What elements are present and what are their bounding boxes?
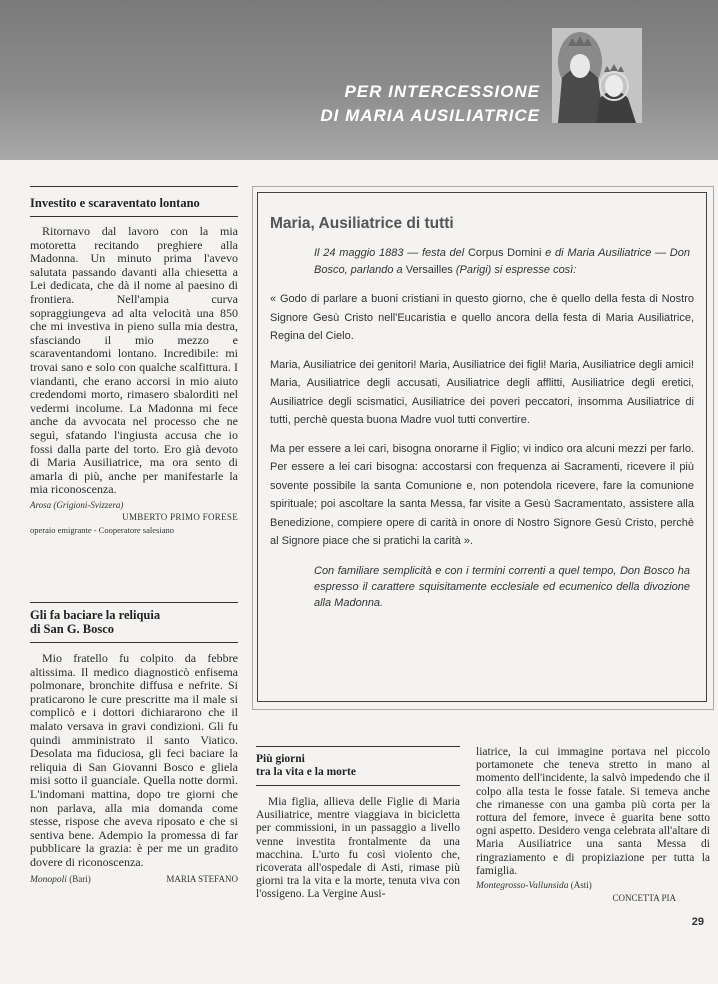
article-reliquia (30, 602, 238, 885)
article-piu-giorni-col2 (476, 746, 710, 903)
article-investito (30, 186, 238, 535)
box-closing: Con familiare semplicità e con i termini correnti a quel tempo, Don Bosco ha espresso il carattere squisitamente ecclesiale ed ecumenico della divozione alla Madonna. (314, 564, 690, 609)
box-intro: Il 24 maggio 1883 — festa del Corpus Domini e di Maria Ausiliatrice — Don Bosco, parlando a Versailles (Parigi) si espresse così: (314, 247, 690, 276)
page-number: 29 (691, 916, 704, 928)
divider (30, 216, 238, 217)
article-author: CONCETTA PIA (612, 893, 676, 904)
article-place-detail: (Asti) (570, 880, 592, 891)
boxed-article (257, 192, 707, 702)
corpus-domini-text: Corpus Domini (467, 247, 542, 259)
article-place: Monopoli (30, 874, 67, 885)
article-signature (30, 874, 238, 885)
article-body-col2: liatrice, la cui immagine portava nel piccolo portamonete che teneva stretto in mano al momento dell'incidente, la salvò impedendo che il colpo alla testa le fosse fatale. Si temeva anche che rimanesse con una gamba più corta per la rottura del femore, invece è guarita bene sotto ogni aspetto. Desidero venga celebrata all'altare di Maria Ausiliatrice una santa Messa di ringraziamento e di propiziazione per tutta la famiglia. (476, 746, 710, 877)
divider (30, 602, 238, 603)
article-body: Ritornavo dal lavoro con la mia motoretta recitando preghiere alla Madonna. Un minuto prima l'avevo salutata passando davanti alla chiesetta a Lei dedicata, che dà il nome al paesino di frontiera. Nell'ampia curva sopraggiungeva ad alta velocità una 850 che mi investiva in pieno sulla mia destra, sfasciando il mio mezzo e scaraventandomi lontano. Incredibile: mi trovai sano e solo con qualche scalfittura. I viandanti, che erano accorsi in mio aiuto credendomi morto, rimasero sbalorditi nel vedermi incolume. La Madonna mi fece anche da avvocata nel processo che ne seguì, sfatando l'ingiusta accusa che io fossi dalla parte del torto. Ero già devoto di Maria Ausiliatrice, ma ora sento di amarla di più, anche per manifestarle la mia riconoscenza. (30, 224, 238, 497)
article-body: Mio fratello fu colpito da febbre altissima. Il medico diagnosticò enfisema polmonare, bronchite diffusa e nefrite. Si praticarono le cure prescritte ma il male si complicò e i dottori dichiararono che il malato versava in gravi condizioni. Gli fu quindi amministrato il santo Viatico. Desolata ma fiduciosa, gli feci baciare la reliquia di San Giovanni Bosco e gliela misi sotto il guanciale. Quella notte dormì. L'indomani mattina, dopo tre giorni che non parlava, alla mia domanda come stesse, rispose che aveva riposato e che si sentiva bene. Adempio la promessa di far pubblicare la grazia: è per me un gradito dovere di riconoscenza. (30, 651, 238, 869)
article-title-line2: di San G. Bosco (30, 622, 115, 636)
article-place: Montegrosso-Vallunsida (476, 881, 569, 892)
box-paragraph: Maria, Ausiliatrice dei genitori! Maria, Ausiliatrice dei figli! Maria, Ausiliatrice degli amici! Maria, Ausiliatrice degli accusati, Ausiliatrice degli afflitti, Ausiliatrice degli eretici, Ausiliatrice degli scismatici, Ausiliatrice dei poveri peccatori, insomma Ausiliatrice di tutti, perchè questa buona Madre vuol tutti convertire. (270, 358, 694, 426)
versailles-text: Versailles (405, 263, 453, 276)
article-piu-giorni (256, 746, 460, 902)
divider (30, 186, 238, 187)
article-title-line1: Gli fa baciare la reliquia (30, 608, 161, 622)
article-author: MARIA STEFANO (166, 873, 238, 884)
divider (256, 746, 460, 747)
header-title (320, 80, 540, 128)
article-title: Investito e scaraventato lontano (30, 196, 200, 210)
article-title-line2: tra la vita e la morte (256, 766, 356, 778)
header-banner (0, 0, 718, 160)
divider (256, 785, 460, 786)
box-paragraph: « Godo di parlare a buoni cristiani in questo giorno, che è quello della festa di Nostro Signore Gesù Cristo nell'Eucaristia e quello ancora della festa di Maria Ausiliatrice, Regina del Cielo. (270, 293, 694, 342)
article-body-col1: Mia figlia, allieva delle Figlie di Maria Ausiliatrice, mentre viaggiava in bicicletta per commissioni, in un passaggio a livello venne investita frontalmente da una macchina. L'urto fu così violento che, ricoverata all'ospedale di Asti, rimase più giorni tra la vita e la morte, tenuta viva con l'ossigeno. La Vergine Ausi- (256, 796, 460, 901)
article-title (256, 753, 460, 779)
box-paragraph: Ma per essere a lei cari, bisogna onorarne il Figlio; vi indico ora alcuni mezzi per farlo. Per essere a lei cari bisogna: accostarsi con frequenza ai Sacramenti, ricevere il più sovente possibile la santa Comunione e, non potendola ricevere, fare la comunione spirituale; poi ascoltare la santa Messa, far visite a Gesù Sacramentato, assistere alla Benedizione, compiere opere di carità in onore di Nostro Signore Gesù Cristo, perchè al Signore piace che si pratichi la carità ». (270, 442, 694, 547)
madonna-with-child-icon (552, 28, 642, 123)
article-place: Arosa (Grigioni-Svizzera) (30, 499, 124, 510)
article-title-line1: Più giorni (256, 753, 305, 765)
header-title-line1: PER INTERCESSIONE (344, 82, 540, 101)
article-author-role: operaio emigrante - Cooperatore salesiano (30, 524, 174, 535)
article-signature (476, 880, 710, 891)
article-author: UMBERTO PRIMO FORESE (122, 511, 238, 522)
divider (30, 642, 238, 643)
article-title (30, 608, 238, 636)
box-title: Maria, Ausiliatrice di tutti (270, 215, 454, 232)
article-place-detail: (Bari) (69, 873, 91, 884)
header-title-line2: DI MARIA AUSILIATRICE (320, 106, 540, 125)
